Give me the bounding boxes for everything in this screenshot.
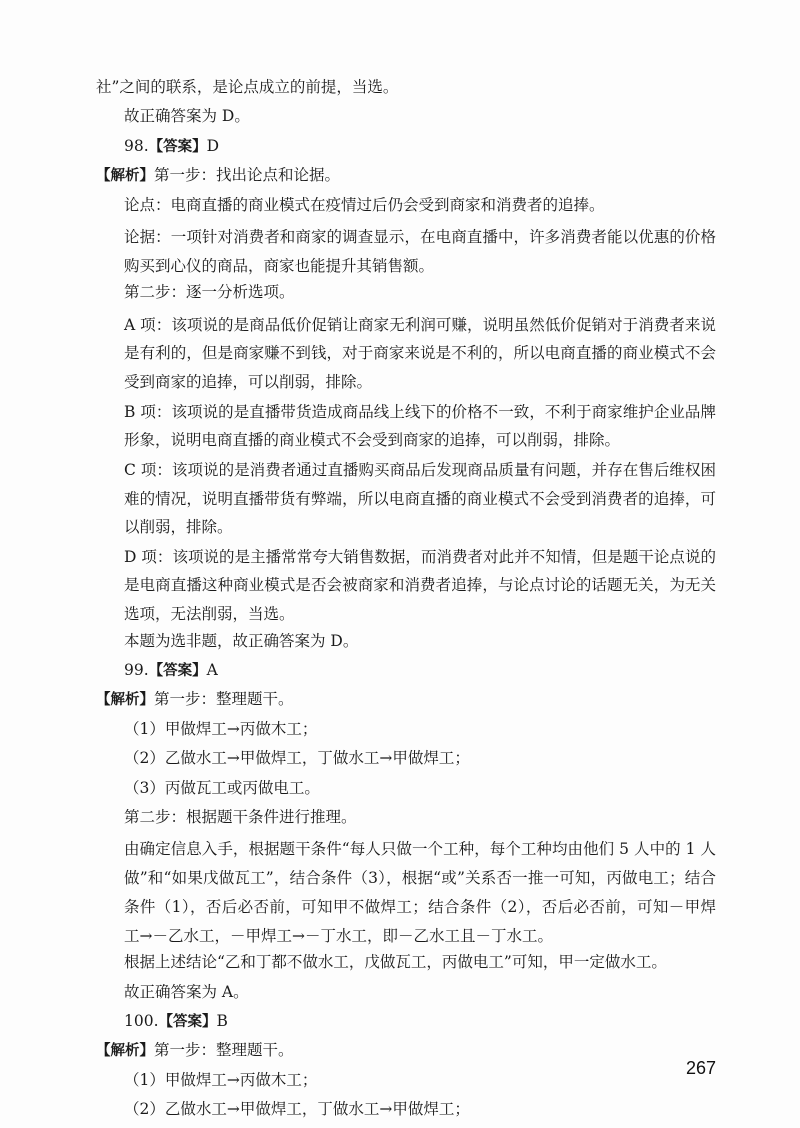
paragraph-option-b: B 项：该项说的是直播带货造成商品线上线下的价格不一致，不利于商家维护企业品牌形象，说明电商直播的商业模式不会受到商家的追捧，可以削弱，排除。 — [124, 402, 716, 450]
paragraph-evidence: 论据：一项针对消费者和商家的调查显示，在电商直播中，许多消费者能以优惠的价格购买到心仪的商品，商家也能提升其销售额。 — [124, 227, 716, 275]
condition-line: （1）甲做焊工→丙做木工； — [124, 1070, 318, 1089]
analysis-line — [96, 688, 716, 711]
analysis-tag: 【解析】 — [96, 1043, 154, 1060]
analysis-tag: 【解析】 — [96, 168, 154, 185]
analysis-text: 第一步：整理题干。 — [154, 1041, 294, 1060]
question-number: 100. — [124, 1011, 159, 1030]
page-number: 267 — [686, 1058, 717, 1078]
analysis-line — [96, 1039, 716, 1062]
analysis-text: 第一步：整理题干。 — [154, 690, 294, 709]
text-line: 第二步：逐一分析选项。 — [124, 283, 295, 302]
answer-tag: 【答案】 — [158, 1013, 217, 1030]
condition-line: （2）乙做水工→甲做焊工，丁做水工→甲做焊工； — [124, 749, 470, 768]
condition-line: （3）丙做瓦工或丙做电工。 — [124, 778, 320, 797]
text-line: 故正确答案为 D。 — [124, 107, 250, 126]
analysis-text: 第一步：找出论点和论据。 — [154, 166, 341, 185]
condition-line: （2）乙做水工→甲做焊工，丁做水工→甲做焊工； — [124, 1100, 470, 1119]
text-line: 根据上述结论“乙和丁都不做水工，戊做瓦工，丙做电工”可知，甲一定做水工。 — [124, 953, 667, 972]
text-line: 本题为选非题，故正确答案为 D。 — [124, 631, 359, 650]
question-number: 99. — [124, 661, 149, 680]
paragraph-option-c: C 项：该项说的是消费者通过直播购买商品后发现商品质量有问题，并存在售后维权困难的情况，说明直播带货有弊端，所以电商直播的商业模式不会受到消费者的追捧，可以削弱，排除。 — [124, 460, 716, 537]
question-number: 98. — [124, 136, 149, 155]
page-content — [96, 76, 716, 1128]
text-line: 故正确答案为 A。 — [124, 982, 249, 1001]
text-line: 第二步：根据题干条件进行推理。 — [124, 808, 357, 827]
condition-line: （1）甲做焊工→丙做木工； — [124, 719, 318, 738]
answer-line-99 — [96, 659, 716, 682]
text-line: 论点：电商直播的商业模式在疫情过后仍会受到商家和消费者的追捧。 — [124, 195, 605, 214]
answer-value: B — [216, 1011, 228, 1030]
paragraph-option-a: A 项：该项说的是商品低价促销让商家无利润可赚，说明虽然低价促销对于消费者来说是有利的，但是商家赚不到钱，对于商家来说是不利的，所以电商直播的商业模式不会受到商家的追捧，可以削弱，排除。 — [124, 315, 716, 392]
analysis-tag: 【解析】 — [96, 692, 154, 709]
answer-line-100 — [96, 1010, 716, 1033]
analysis-line — [96, 164, 716, 187]
text-line: 社”之间的联系，是论点成立的前提，当选。 — [96, 78, 399, 96]
answer-value: D — [206, 136, 220, 155]
paragraph-option-d: D 项：该项说的是主播常常夸大销售数据，而消费者对此并不知情，但是题干论点说的是电商直播这种商业模式是否会被商家和消费者追捧，与论点讨论的话题无关，为无关选项，无法削弱，当选。 — [124, 547, 716, 624]
answer-value: A — [206, 661, 218, 680]
answer-line-98 — [96, 135, 716, 158]
paragraph-inference: 由确定信息入手，根据题干条件“每人只做一个工种，每个工种均由他们 5 人中的 1 人做”和“如果戊做瓦工”，结合条件（3），根据“或”关系否一推一可知，丙做电工；结合条件（1），否后必否前，可知甲不做焊工；结合条件（2），否后必否前，可知－甲焊工→－乙水工，－甲焊工→－丁水工，即－乙水工且－丁水工。 — [124, 840, 716, 945]
answer-tag: 【答案】 — [148, 138, 207, 155]
answer-tag: 【答案】 — [148, 663, 207, 680]
